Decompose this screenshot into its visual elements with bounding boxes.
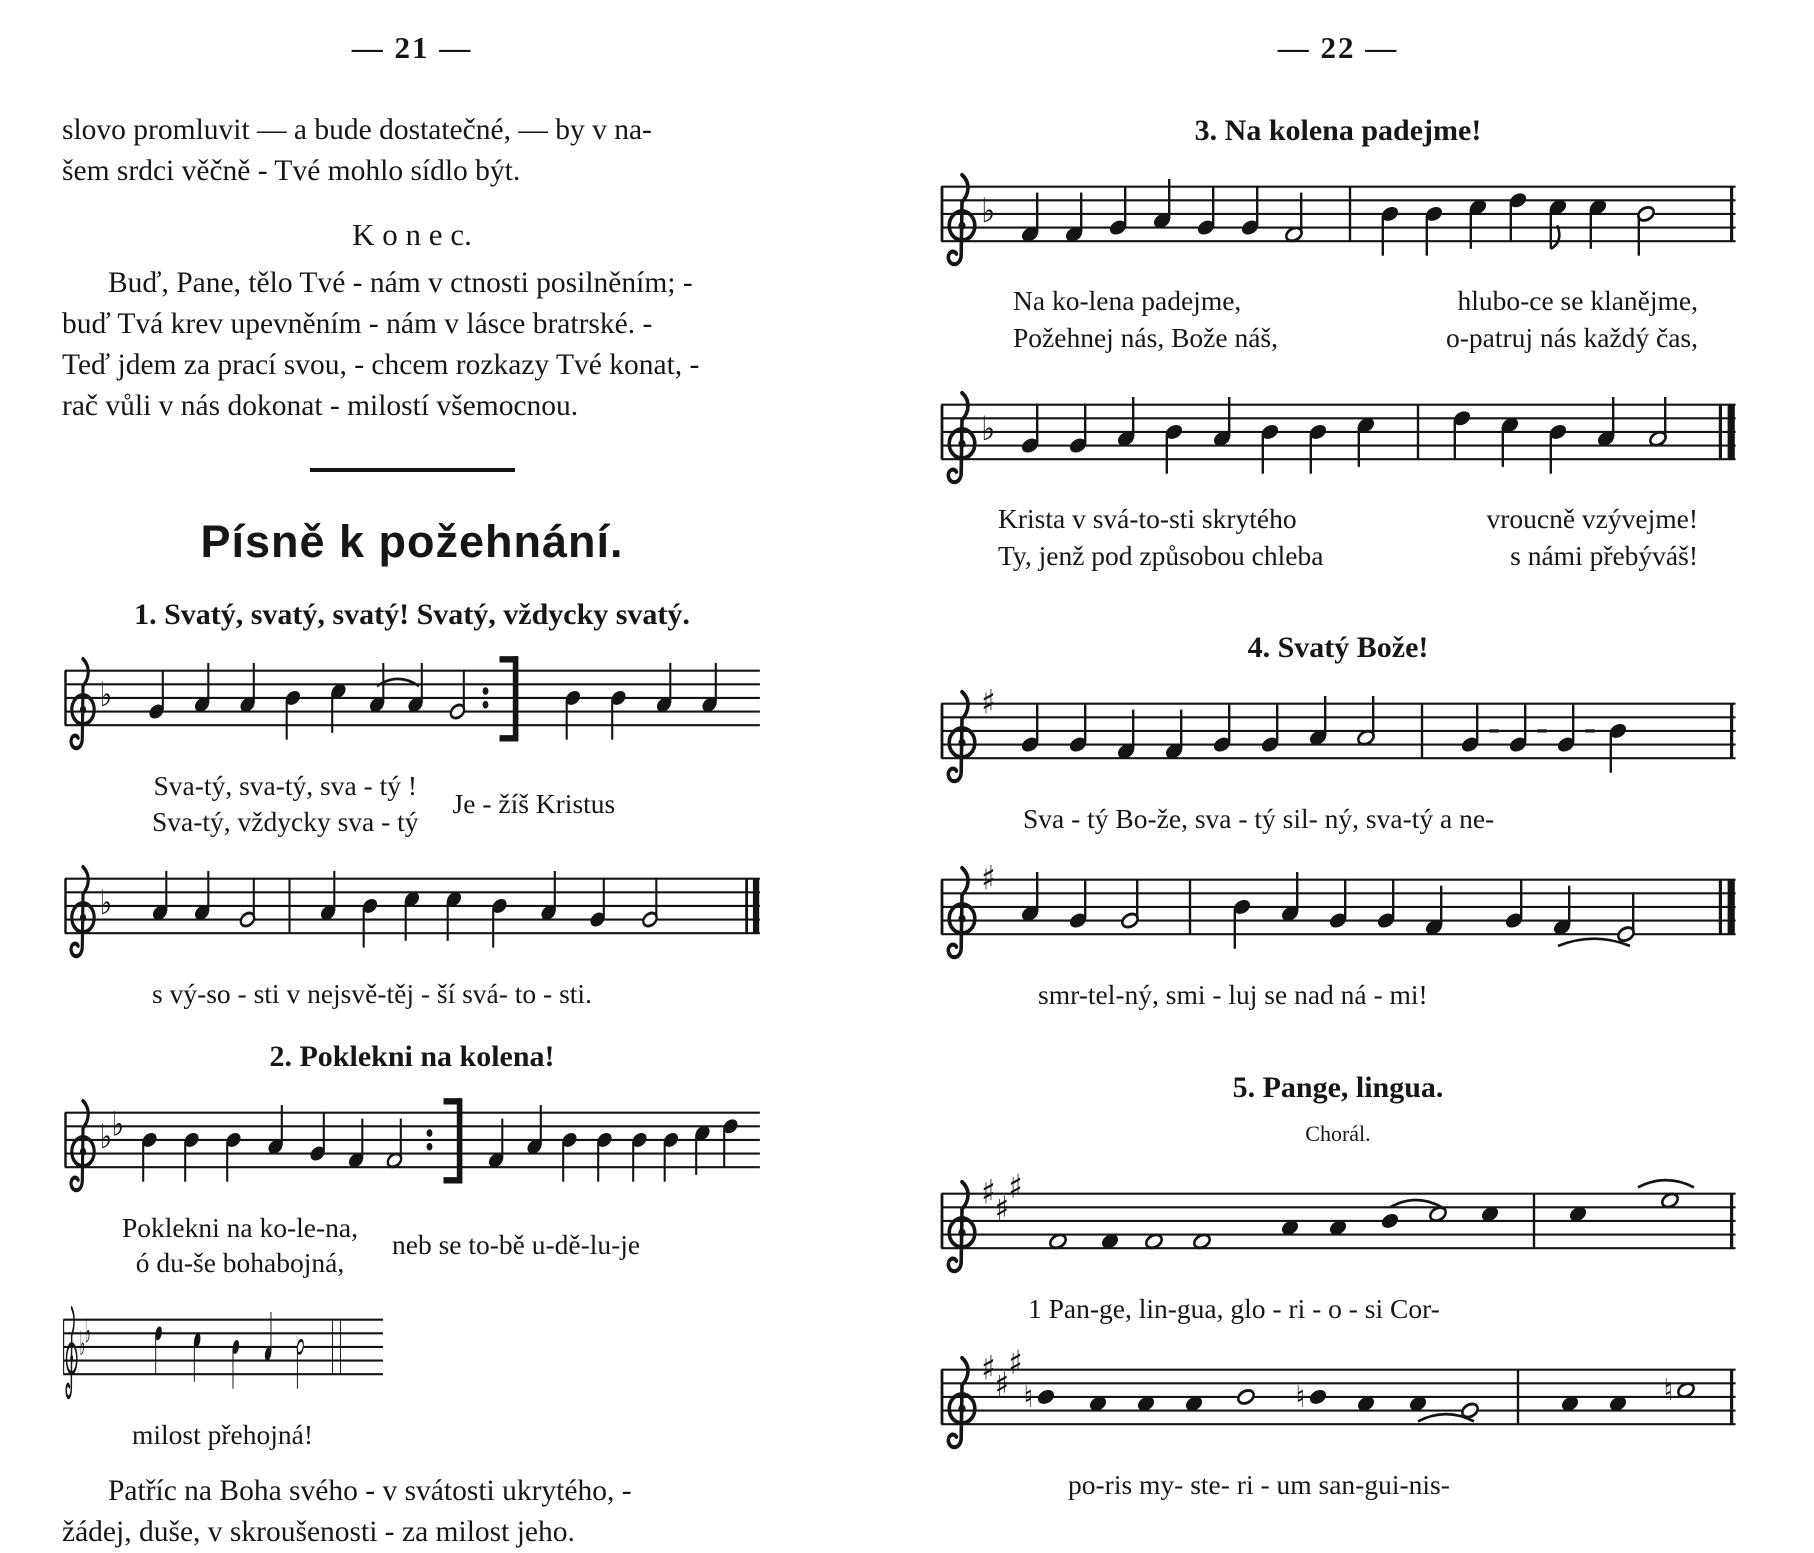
- lyrics-stack: [152, 768, 419, 840]
- song5-lyrics-1: 1 Pan-ge, lin-gua, glo - ri - o - si Cor-: [1028, 1292, 1440, 1324]
- song5-subtitle: Chorál.: [1305, 1120, 1371, 1146]
- svg-text:♭: ♭: [99, 676, 113, 716]
- main-title: Písně k požehnání.: [200, 516, 624, 568]
- song1-lyrics-2: s vý-so - sti v nejsvě-těj - ší svá- to - sti.: [152, 977, 592, 1009]
- song1-staff-1: [62, 648, 762, 766]
- page-22-column: [938, 0, 1738, 1501]
- svg-text:♭: ♭: [84, 1311, 91, 1351]
- song5-staff-1: [938, 1168, 1738, 1289]
- song5-staff-2: [938, 1344, 1738, 1465]
- lyrics-side: neb se to-bě u-dě-lu-je: [391, 1229, 641, 1261]
- song3-lyrics-2: [938, 500, 1738, 574]
- song3-staff-2: [938, 382, 1738, 500]
- intro-paragraph: [62, 110, 762, 191]
- song4-staff-2: [938, 857, 1738, 975]
- song2-lyrics-1: [122, 1210, 762, 1282]
- svg-text:♯: ♯: [994, 1365, 1010, 1405]
- paragraph-line: slovo promluvit — a bude dostatečné, — by v na-: [62, 114, 652, 146]
- paragraph-line: Buď, Pane, tělo Tvé - nám v ctnosti posilněním; -: [108, 267, 693, 300]
- lyrics-line: hlubo-ce se klanějme,: [1457, 285, 1698, 316]
- lyrics-line: ó du-še bohabojná,: [135, 1247, 345, 1279]
- konec-heading: K o n e c.: [352, 217, 472, 253]
- lyrics-line: Krista v svá-to-sti skrytého: [998, 503, 1297, 535]
- lyrics-side: Je - žíš Kristus: [452, 787, 616, 819]
- svg-text:♭: ♭: [79, 1324, 86, 1364]
- song1-lyrics-1: [152, 768, 762, 840]
- song2-staff-1: [62, 1090, 762, 1208]
- song4-staff-1: [938, 681, 1738, 799]
- closing-stanza: [62, 263, 762, 426]
- song1-staff-2: [62, 856, 762, 974]
- song1-title: 1. Svatý, svatý, svatý! Svatý, vždycky svatý.: [134, 598, 690, 632]
- paragraph-line: Patříc na Boha svého - v svátosti ukrytého, -: [108, 1475, 632, 1508]
- outro-paragraph: [62, 1471, 762, 1552]
- paragraph-line: Teď jdem za prací svou, - chcem rozkazy Tvé konat, -: [62, 348, 700, 381]
- svg-text:♯: ♯: [981, 859, 996, 898]
- song4-lyrics-2: smr-tel-ný, smi - luj se nad ná - mi!: [1038, 978, 1428, 1010]
- page-number-left: — 21 —: [351, 30, 473, 65]
- lyrics-line: Ty, jenž pod způsobou chleba: [998, 540, 1324, 572]
- svg-text:♮: ♮: [1663, 1372, 1674, 1408]
- lyrics-line: s námi přebýváš!: [1510, 540, 1698, 572]
- lyrics-line: Sva-tý, sva-tý, sva - tý !: [153, 770, 418, 802]
- lyrics-line: vroucně vzývejme!: [1486, 503, 1698, 535]
- page-21-column: [62, 0, 762, 1553]
- song4-lyrics-1: Sva - tý Bo-že, sva - tý sil- ný, sva-tý a ne-: [1023, 802, 1495, 834]
- lyrics-stack: [122, 1210, 358, 1282]
- page-number-right: — 22 —: [1277, 30, 1399, 65]
- lyrics-line: Na ko-lena padejme,: [1013, 285, 1242, 316]
- lyrics-line: Požehnej nás, Bože náš,: [1013, 322, 1278, 354]
- song4-title: 4. Svatý Bože!: [1247, 630, 1429, 664]
- svg-text:♭: ♭: [111, 1104, 124, 1145]
- song2-lyrics-2: milost přehojná!: [132, 1419, 314, 1451]
- paragraph-line: šem srdci věčně - Tvé mohlo sídlo být.: [62, 154, 521, 187]
- song3-staff-1: [938, 164, 1738, 282]
- svg-text:♮: ♮: [1295, 1378, 1306, 1414]
- song2-title: 2. Poklekni na kolena!: [269, 1039, 555, 1073]
- song2-staff-2: [62, 1297, 384, 1415]
- lyrics-line: o-patruj nás každý čas,: [1446, 322, 1698, 354]
- svg-text:♯: ♯: [981, 683, 996, 722]
- section-divider: [310, 468, 515, 472]
- svg-text:♭: ♭: [99, 1117, 113, 1157]
- lyrics-line: Sva-tý, vždycky sva - tý: [152, 805, 419, 837]
- paragraph-line: rač vůli v nás dokonat - milostí všemocnou.: [62, 389, 579, 422]
- svg-text:♯: ♯: [981, 1349, 996, 1388]
- svg-text:♭: ♭: [99, 883, 113, 923]
- svg-text:♯: ♯: [1008, 1168, 1023, 1207]
- svg-text:♭: ♭: [981, 410, 996, 449]
- svg-text:♯: ♯: [1008, 1344, 1023, 1383]
- lyrics-line: Poklekni na ko-le-na,: [122, 1211, 358, 1243]
- svg-text:♭: ♭: [981, 192, 996, 231]
- song3-lyrics-1: [938, 282, 1738, 356]
- paragraph-line: žádej, duše, v skroušenosti - za milost jeho.: [62, 1515, 575, 1548]
- paragraph-line: buď Tvá krev upevněním - nám v lásce bratrské. -: [62, 308, 653, 341]
- song5-title: 5. Pange, lingua.: [1232, 1070, 1444, 1104]
- song5-lyrics-2: po-ris my- ste- ri - um san-gui-nis-: [1068, 1468, 1450, 1500]
- svg-text:♮: ♮: [1023, 1378, 1034, 1414]
- svg-text:♯: ♯: [981, 1173, 996, 1212]
- song3-title: 3. Na kolena padejme!: [1194, 114, 1482, 147]
- svg-text:♯: ♯: [994, 1189, 1010, 1229]
